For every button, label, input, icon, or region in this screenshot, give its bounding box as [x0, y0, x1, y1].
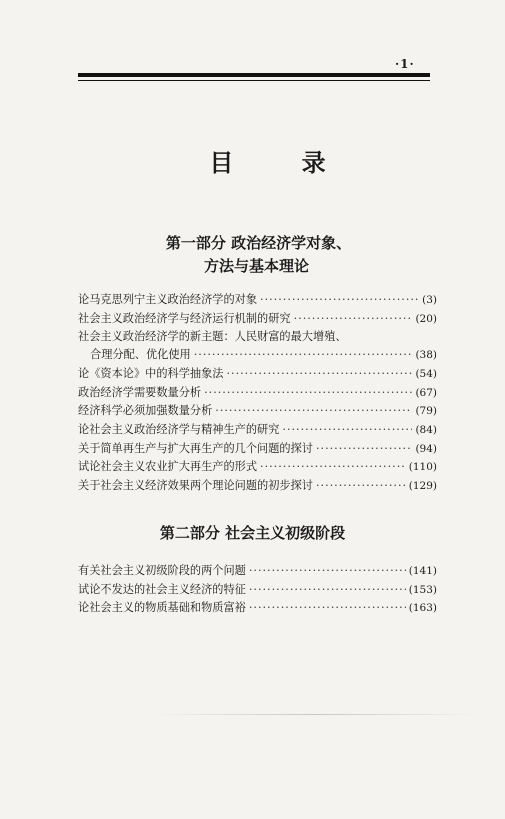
- header-rule-thick: [78, 73, 430, 77]
- toc-entry-title: 经济科学必须加强数量分析: [78, 404, 213, 418]
- toc-entry-title-line2: 合理分配、优化使用: [90, 348, 191, 362]
- toc-entry[interactable]: [78, 384, 437, 403]
- toc-leader-dots: [194, 346, 413, 364]
- toc-leader-dots: [204, 384, 412, 402]
- toc-entry-page: (67): [415, 386, 437, 399]
- toc-entry-title: 有关社会主义初级阶段的两个问题: [78, 564, 246, 577]
- scan-smudge: [150, 714, 480, 715]
- toc-entry[interactable]: [78, 477, 437, 496]
- toc-entry-title: 政治经济学需要数量分析: [78, 385, 202, 399]
- toc-entry-page: (141): [408, 565, 437, 577]
- part1-heading-line2: 方法与基本理论: [203, 257, 309, 275]
- toc-entry[interactable]: [78, 458, 437, 477]
- part2-heading-line: 第二部分 社会主义初级阶段: [159, 524, 346, 542]
- page-title: 目 录: [209, 148, 356, 177]
- toc-entry[interactable]: [78, 402, 437, 421]
- toc-leader-dots: [316, 440, 412, 458]
- toc-entry[interactable]: [78, 365, 437, 384]
- toc-entry-page: (79): [415, 405, 437, 418]
- toc-entry-title: 论社会主义的物质基础和物质富裕: [78, 601, 246, 615]
- toc-entry[interactable]: [78, 581, 437, 600]
- toc-entry-page: (163): [408, 602, 437, 615]
- toc-entry[interactable]: [78, 562, 437, 581]
- page-number: ·1·: [395, 57, 415, 71]
- toc-entry-title: 论《资本论》中的科学抽象法: [78, 366, 224, 380]
- toc-entry-page: (54): [415, 367, 437, 380]
- part2-toc: [78, 562, 437, 618]
- toc-leader-dots: [249, 599, 406, 617]
- part1-toc: [78, 291, 437, 496]
- toc-entry[interactable]: [78, 310, 437, 329]
- toc-leader-dots: [215, 402, 412, 420]
- part1-heading: [0, 232, 505, 278]
- toc-leader-dots: [294, 310, 413, 328]
- toc-entry[interactable]: [78, 421, 437, 440]
- toc-entry-title: 论社会主义政治经济学与精神生产的研究: [78, 422, 280, 436]
- toc-leader-dots: [249, 562, 406, 580]
- toc-leader-dots: [260, 291, 419, 309]
- toc-entry[interactable]: [78, 291, 437, 310]
- toc-entry-title: 论马克思列宁主义政治经济学的对象: [78, 293, 258, 306]
- toc-entry-page: (3): [422, 294, 437, 306]
- part1-heading-line1: 第一部分 政治经济学对象、: [165, 234, 352, 252]
- toc-entry-page: (38): [415, 349, 437, 362]
- toc-entry-page: (129): [408, 480, 437, 493]
- toc-entry-page: (153): [408, 583, 437, 596]
- toc-entry-page: (20): [415, 312, 437, 325]
- toc-entry[interactable]: [78, 599, 437, 618]
- toc-entry-title: 关于简单再生产与扩大再生产的几个问题的探讨: [78, 441, 313, 455]
- toc-leader-dots: [226, 365, 412, 383]
- toc-entry-page: (94): [415, 442, 437, 455]
- toc-entry[interactable]: [78, 440, 437, 459]
- toc-entry-title-line1[interactable]: 社会主义政治经济学的新主题：人民财富的最大增殖、: [78, 330, 347, 344]
- toc-entry-title: 关于社会主义经济效果两个理论问题的初步探讨: [78, 479, 313, 493]
- header-rule-thin: [78, 80, 430, 81]
- toc-leader-dots: [316, 477, 406, 495]
- toc-entry-page: (84): [415, 423, 437, 436]
- toc-leader-dots: [282, 421, 412, 439]
- toc-entry[interactable]: [78, 346, 437, 365]
- toc-entry-page: (110): [408, 461, 437, 474]
- toc-entry-title: 试论社会主义农业扩大再生产的形式: [78, 460, 258, 474]
- toc-entry-title: 社会主义政治经济学与经济运行机制的研究: [78, 311, 291, 325]
- toc-entry-title: 试论不发达的社会主义经济的特征: [78, 582, 246, 596]
- toc-leader-dots: [249, 581, 406, 599]
- part2-heading: [0, 522, 505, 545]
- toc-leader-dots: [260, 458, 406, 476]
